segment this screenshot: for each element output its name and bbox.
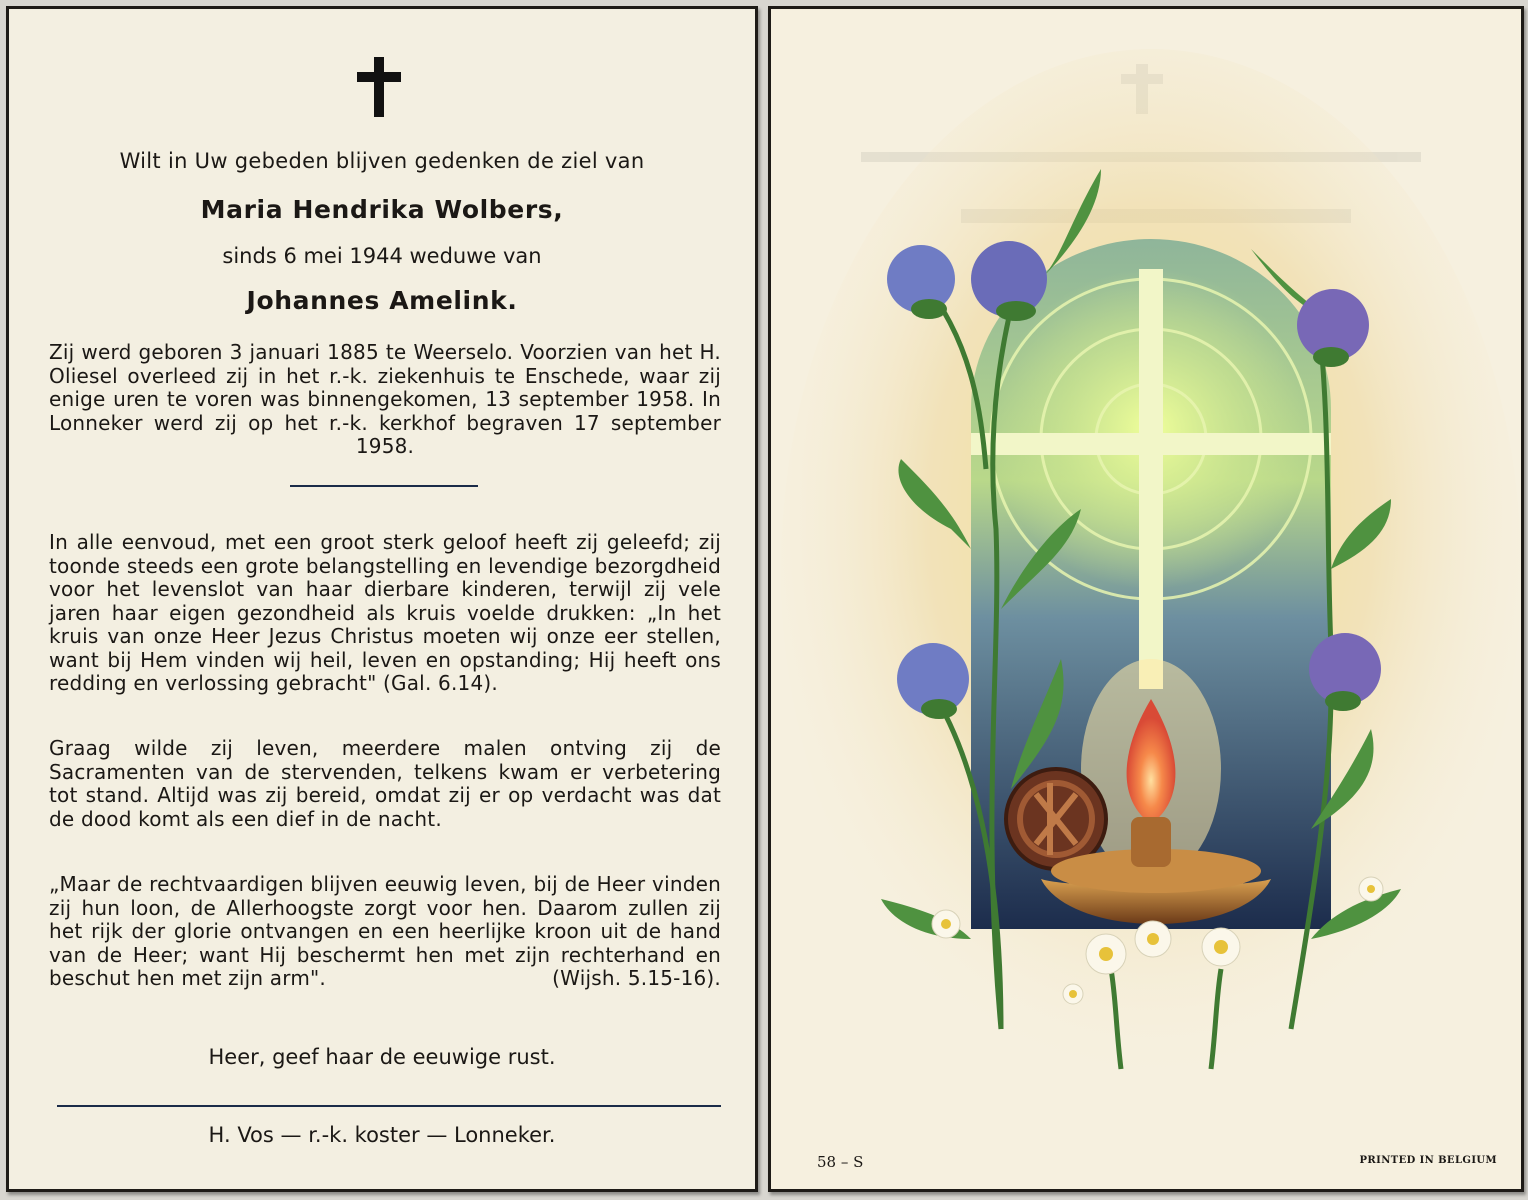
scripture-quote: „Maar de rechtvaardigen blijven eeuwig leven, bij de Heer vinden zij hun loon, de Allerhoogste zorgt voor hen. Daarom zullen zij het rijk der glorie ontvangen en een heerlijke kroon uit de hand van de Heer; want Hij beschermt hen met zijn rechterhand en beschut hen met zijn arm".: [49, 872, 721, 990]
memorial-card-image-side: [768, 6, 1524, 1192]
printed-in-label: PRINTED IN BELGIUM: [1359, 1155, 1497, 1166]
cross-icon: [357, 57, 401, 117]
printer-credit: H. Vos — r.-k. koster — Lonneker.: [208, 1123, 556, 1147]
sacraments-paragraph: Graag wilde zij leven, meerdere malen ontving zij de Sacramenten van de stervenden, telkens kwam er verbetering tot stand. Altijd was zij bereid, omdat zij er op verdacht was dat de dood komt als een dief in de nacht.: [49, 736, 721, 831]
closing-prayer: Heer, geef haar de eeuwige rust.: [208, 1045, 556, 1069]
footer-divider: [57, 1105, 721, 1107]
scripture-paragraph: [49, 873, 721, 991]
oil-lamp-cross-illustration: [771, 9, 1521, 1189]
scripture-reference: (Wijsh. 5.15-16).: [552, 966, 721, 990]
deceased-name: Maria Hendrika Wolbers,: [200, 195, 564, 224]
memorial-card-text-side: [6, 6, 758, 1192]
biography-paragraph: Zij werd geboren 3 januari 1885 te Weerselo. Voorzien van het H. Oliesel overleed zij in het r.-k. ziekenhuis te Enschede, waar zij enige uren te voren was binnengekomen, 13 september 1958. In Lonneker werd zij op het r.-k. kerkhof begraven 17 september 1958.: [49, 340, 721, 458]
intro-line: Wilt in Uw gebeden blijven gedenken de ziel van: [119, 149, 645, 173]
divider: [290, 485, 478, 487]
card-code: 58 – S: [817, 1153, 864, 1171]
widow-line: sinds 6 mei 1944 weduwe van: [222, 244, 542, 268]
husband-name: Johannes Amelink.: [246, 286, 518, 315]
faith-paragraph: In alle eenvoud, met een groot sterk geloof heeft zij geleefd; zij toonde steeds een grote belangstelling en levendige bezorgdheid voor het levenslot van haar dierbare kinderen, terwijl zij vele jaren haar eigen gezondheid als kruis voelde drukken: „In het kruis van onze Heer Jezus Christus moeten wij onze eer stellen, want bij Hem vinden wij heil, leven en opstanding; Hij heeft ons redding en verlossing gebracht" (Gal. 6.14).: [49, 530, 721, 695]
